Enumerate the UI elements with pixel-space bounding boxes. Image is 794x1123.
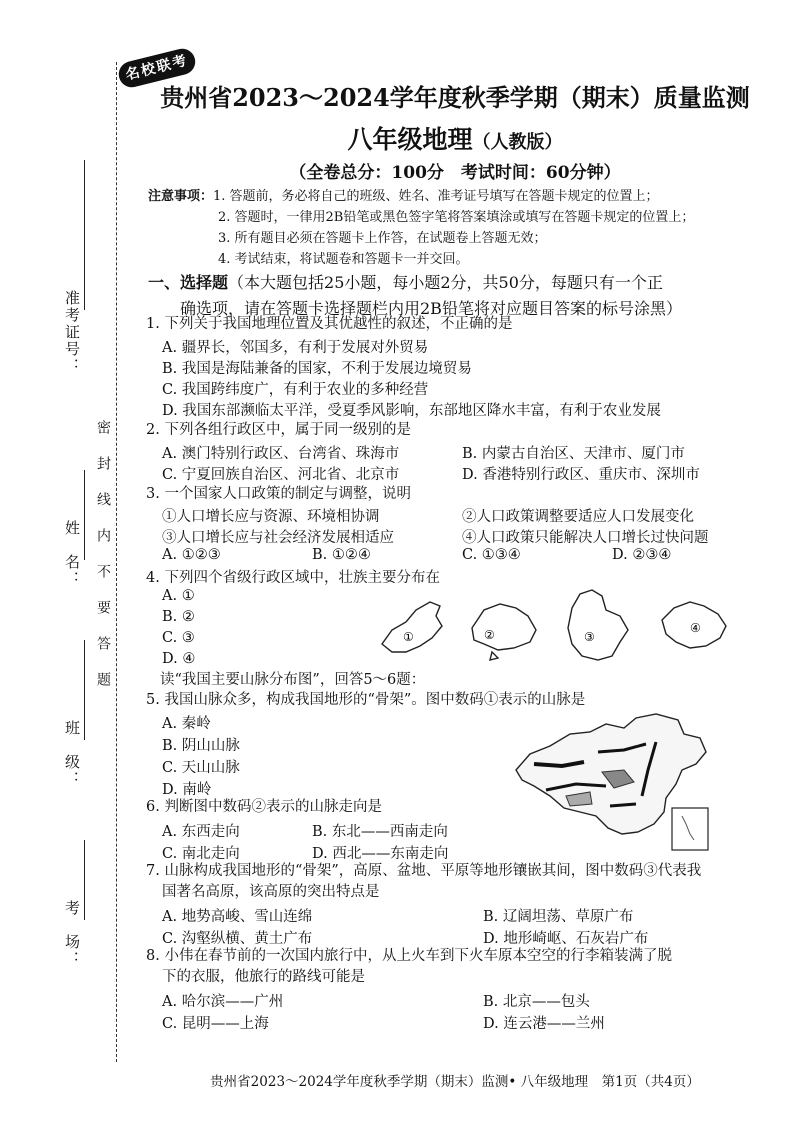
q1-option-c: C. 我国跨纬度广，有利于农业的多种经营 — [162, 382, 429, 398]
q8-stem-2: 下的衣服，他旅行的路线可能是 — [162, 969, 365, 985]
q2-option-a: A. 澳门特别行政区、台湾省、珠海市 — [162, 446, 400, 462]
q4-option-b: B. ② — [162, 609, 195, 625]
notes-block — [148, 186, 694, 270]
map-label-3: ③ — [584, 630, 595, 644]
map-label-4: ④ — [690, 621, 701, 635]
q5-option-b: B. 阴山山脉 — [162, 738, 240, 754]
exam-number-blank — [84, 160, 85, 310]
section-title: 一、选择题 — [148, 273, 229, 292]
class-label: 班 级： — [63, 720, 81, 788]
joint-exam-badge: 名校联考 — [116, 46, 198, 90]
q8-stem-1: 8. 小伟在春节前的一次国内旅行中，从上火车到下火车原本空空的行李箱装满了脱 — [146, 948, 672, 964]
q2-stem: 2. 下列各组行政区中，属于同一级别的是 — [146, 422, 411, 438]
q8-option-b: B. 北京——包头 — [483, 994, 590, 1010]
q3-option-d: D. ②③④ — [612, 547, 672, 563]
q4-option-c: C. ③ — [162, 630, 195, 646]
subject-title — [160, 120, 750, 156]
note-item: 2. 答题时，一律用2B铅笔或黑色签字笔将答案填涂或填写在答题卡规定的位置上； — [218, 210, 695, 225]
q8-option-a: A. 哈尔滨——广州 — [162, 994, 284, 1010]
subject-name: 八年级地理 — [347, 125, 473, 154]
venue-blank — [84, 840, 85, 920]
q2-option-d: D. 香港特别行政区、重庆市、深圳市 — [462, 467, 700, 483]
province-maps-figure — [376, 586, 732, 676]
map-label-2: ② — [484, 628, 495, 642]
binding-dashed-line — [116, 62, 117, 1062]
q7-stem-2: 国著名高原，该高原的突出特点是 — [162, 884, 380, 900]
q3-option-b: B. ①②④ — [312, 547, 371, 563]
q3-option-a: A. ①②③ — [162, 547, 221, 563]
q8-option-d: D. 连云港——兰州 — [483, 1016, 605, 1032]
notes-label: 注意事项： — [148, 189, 214, 204]
province-map-2 — [472, 604, 536, 660]
q3-stem: 3. 一个国家人口政策的制定与调整，说明 — [146, 486, 411, 502]
q5-option-a: A. 秦岭 — [162, 716, 211, 732]
q3-statement-2: ②人口政策调整要适应人口发展变化 — [462, 509, 694, 525]
q1-stem: 1. 下列关于我国地理位置及其优越性的叙述，不正确的是 — [146, 316, 513, 332]
q2-option-b: B. 内蒙古自治区、天津市、厦门市 — [462, 446, 685, 462]
page-footer: 贵州省2023～2024学年度秋季学期（期末）监测• 八年级地理 第1页（共4页） — [210, 1074, 700, 1090]
section-desc-1: （本大题包括25小题，每小题2分，共50分，每题只有一个正 — [228, 273, 663, 292]
q2-option-c: C. 宁夏回族自治区、河北省、北京市 — [162, 467, 400, 483]
q1-option-d: D. 我国东部濒临太平洋，受夏季风影响，东部地区降水丰富，有利于农业发展 — [162, 403, 661, 419]
note-item: 3. 所有题目必须在答题卡上作答，在试题卷上答题无效； — [218, 231, 547, 246]
q6-option-d: D. 西北——东南走向 — [312, 846, 449, 862]
province-map-3 — [568, 590, 628, 660]
name-blank — [84, 470, 85, 560]
q7-stem-1: 7. 山脉构成我国地形的“骨架”，高原、盆地、平原等地形镶嵌其间，图中数码③代表我 — [146, 863, 702, 879]
q5-stem: 5. 我国山脉众多，构成我国地形的“骨架”。图中数码①表示的山脉是 — [146, 692, 586, 708]
q6-option-b: B. 东北——西南走向 — [312, 824, 448, 840]
map-label-1: ① — [403, 630, 414, 644]
exam-info: （全卷总分：100分 考试时间：60分钟） — [289, 163, 621, 183]
section-desc-2: 确选项，请在答题卡选择题栏内用2B铅笔将对应题目答案的标号涂黑） — [180, 299, 682, 318]
q6-option-c: C. 南北走向 — [162, 846, 240, 862]
q5-option-c: C. 天山山脉 — [162, 760, 240, 776]
province-map-4 — [662, 602, 726, 648]
q7-option-d: D. 地形崎岖、石灰岩广布 — [483, 931, 649, 947]
class-blank — [84, 640, 85, 740]
china-mountains-map — [506, 712, 720, 854]
province-map-1 — [382, 602, 442, 652]
q3-statement-3: ③人口增长应与社会经济发展相适应 — [162, 530, 394, 546]
q7-option-c: C. 沟壑纵横、黄土广布 — [162, 931, 313, 947]
q3-statement-1: ①人口增长应与资源、环境相协调 — [162, 509, 380, 525]
q1-option-b: B. 我国是海陆兼备的国家，不利于发展边境贸易 — [162, 361, 472, 377]
q7-option-b: B. 辽阔坦荡、草原广布 — [483, 909, 634, 925]
q6-stem: 6. 判断图中数码②表示的山脉走向是 — [146, 799, 382, 815]
note-item: 1. 答题前，务必将自己的班级、姓名、准考证号填写在答题卡规定的位置上； — [213, 189, 659, 204]
q3-option-c: C. ①③④ — [462, 547, 521, 563]
read-instruction: 读“我国主要山脉分布图”，回答5～6题： — [160, 672, 426, 688]
note-item: 4. 考试结束，将试题卷和答题卡一并交回。 — [218, 252, 469, 267]
q3-statement-4: ④人口政策只能解决人口增长过快问题 — [462, 530, 709, 546]
exam-number-label: 准考证号： — [63, 290, 81, 375]
seal-notice: 密 封 线 内 不 要 答 题 — [95, 420, 111, 690]
q4-option-d: D. ④ — [162, 651, 196, 667]
edition-label: （人教版） — [472, 132, 563, 153]
name-label: 姓 名： — [63, 520, 81, 588]
q7-option-a: A. 地势高峻、雪山连绵 — [162, 909, 313, 925]
exam-title: 贵州省2023～2024学年度秋季学期（期末）质量监测 — [160, 83, 750, 112]
venue-label: 考 场： — [63, 900, 81, 968]
q5-option-d: D. 南岭 — [162, 782, 212, 798]
q1-option-a: A. 疆界长，邻国多，有利于发展对外贸易 — [162, 340, 429, 356]
q4-option-a: A. ① — [162, 588, 195, 604]
q8-option-c: C. 昆明——上海 — [162, 1016, 269, 1032]
q6-option-a: A. 东西走向 — [162, 824, 240, 840]
q4-stem: 4. 下列四个省级行政区域中，壮族主要分布在 — [146, 570, 440, 586]
